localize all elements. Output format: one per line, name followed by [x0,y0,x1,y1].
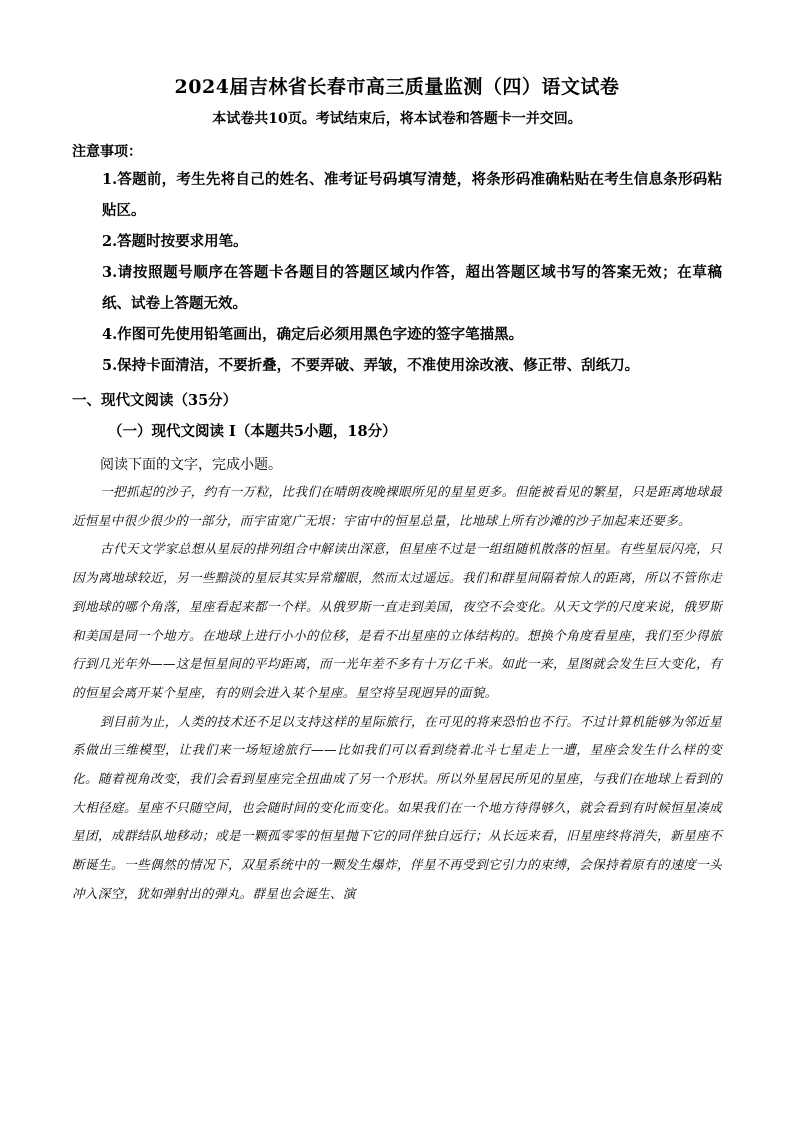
section-heading: 一、现代文阅读（35分） [72,392,238,409]
passage-paragraph: 古代天文学家总想从星辰的排列组合中解读出深意，但星座不过是一组组随机散落的恒星。有些星辰闪亮，只因为离地球较近，另一些黯淡的星辰其实异常耀眼，然而太过遥远。我们和群星间隔着惊人的距离，所以不管你走到地球的哪个角落，星座看起来都一个样。从俄罗斯一直走到美国，夜空不会变化。从天文学的尺度来说，俄罗斯和美国是同一个地方。在地球上进行小小的位移，是看不出星座的立体结构的。想换个角度看星座，我们至少得旅行到几光年外——这是恒星间的平均距离，而一光年差不多有十万亿千米。如此一来，星图就会发生巨大变化，有的恒星会离开某个星座，有的则会进入某个星座。星空将呈现迥异的面貌。 [72,541,722,700]
subsection-heading: （一）现代文阅读 I（本题共5小题，18分） [108,423,397,440]
notice-item-3 [72,257,722,319]
notice-item-5 [72,350,722,381]
reading-instruction: 阅读下面的文字，完成小题。 [100,457,282,473]
page-title: 2024届吉林省长春市高三质量监测（四）语文试卷 [174,76,620,98]
passage-paragraph: 一把抓起的沙子，约有一万粒，比我们在晴朗夜晚裸眼所见的星星更多。但能被看见的繁星，只是距离地球最近恒星中很少很少的一部分，而宇宙宽广无垠：宇宙中的恒星总量，比地球上所有沙滩的沙子加起来还要多。 [72,484,722,528]
notice-item-2 [72,226,722,257]
notice-item-text: 4.作图可先使用铅笔画出，确定后必须用黑色字迹的签字笔描黑。 [102,326,524,343]
reading-passage [72,478,722,909]
notice-item-text: 3.请按照题号顺序在答题卡各题目的答题区域内作答，超出答题区域书写的答案无效；在草稿纸、试卷上答题无效。 [102,264,722,312]
notice-item-text: 5.保持卡面清洁，不要折叠，不要弄破、弄皱，不准使用涂改液、修正带、刮纸刀。 [102,357,640,374]
passage-paragraph: 到目前为止，人类的技术还不足以支持这样的星际旅行，在可见的将来恐怕也不行。不过计算机能够为邻近星系做出三维模型，让我们来一场短途旅行——比如我们可以看到绕着北斗七星走上一遭，星座会发生什么样的变化。随着视角改变，我们会看到星座完全扭曲成了另一个形状。所以外星居民所见的星座，与我们在地球上看到的大相径庭。星座不只随空间，也会随时间的变化而变化。如果我们在一个地方待得够久，就会看到有时候恒星凑成星团，成群结队地移动；或是一颗孤零零的恒星抛下它的同伴独自远行；从长远来看，旧星座终将消失，新星座不断诞生。一些偶然的情况下，双星系统中的一颗发生爆炸，伴星不再受到它引力的束缚，会保持着原有的速度一头冲入深空，犹如弹射出的弹丸。群星也会诞生、演 [72,713,722,901]
notice-item-text: 1.答题前，考生先将自己的姓名、准考证号码填写清楚，将条形码准确粘贴在考生信息条形码粘贴区。 [102,171,722,219]
exam-subtitle: 本试卷共10页。考试结束后，将本试卷和答题卡一并交回。 [212,111,582,127]
notice-item-1 [72,164,722,226]
notice-heading: 注意事项： [72,144,142,160]
notice-item-4 [72,319,722,350]
notice-item-text: 2.答题时按要求用笔。 [102,233,248,250]
